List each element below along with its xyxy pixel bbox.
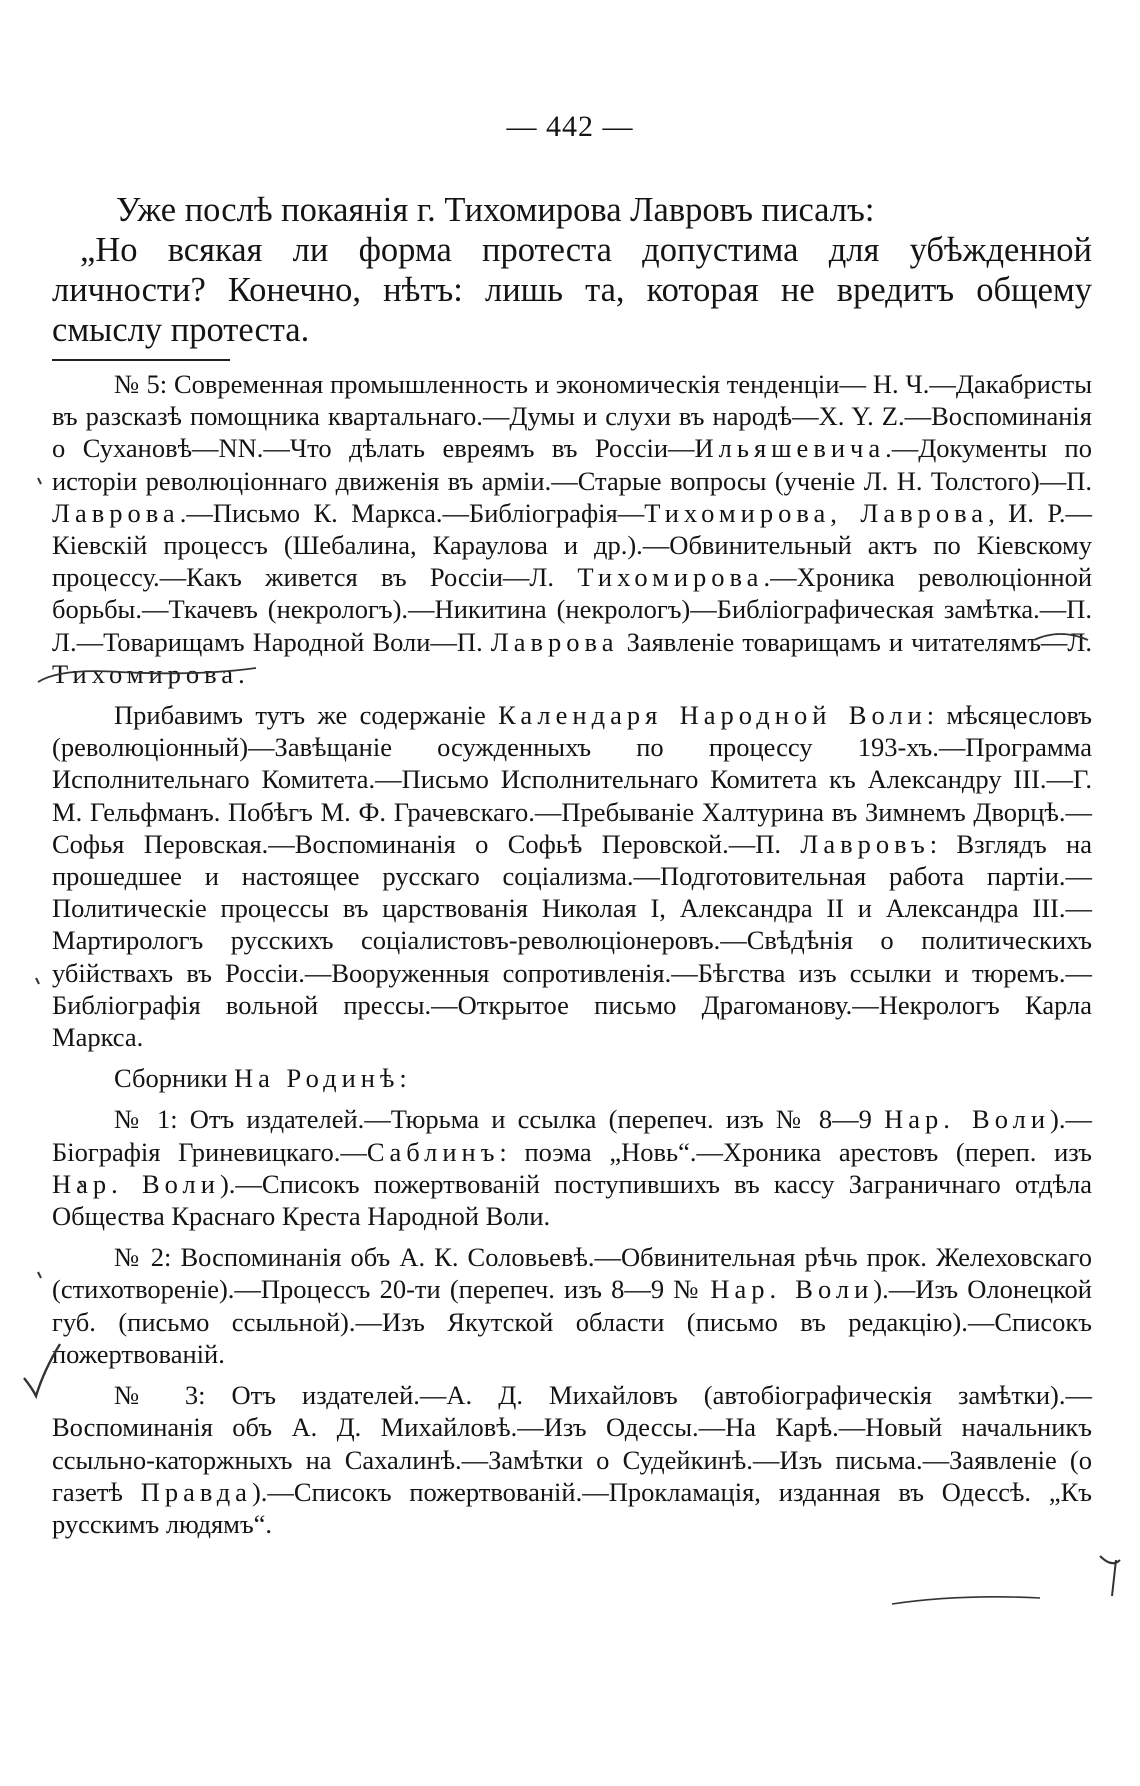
- text-run: Сборники: [114, 1063, 235, 1094]
- pencil-dot-mark: [36, 978, 39, 984]
- calendar-paragraph: [52, 699, 1092, 1053]
- text-run: .—Документы по исторіи революціоннаго движенія въ арміи.—Старые вопросы (ученіе Л. Н. Толстого)—П.: [52, 433, 1092, 496]
- text-run: .—Хроника революціонной борьбы.—Ткачевъ (некрологъ).—Никитина (некрологъ)—Библіографическая замѣтка.—П. Л.—Товарищамъ Народной Воли—П.: [52, 562, 1093, 657]
- collections-heading: [52, 1062, 1092, 1094]
- spaced-title: На Родинѣ: [234, 1063, 400, 1094]
- spaced-title: Нар. Воли: [710, 1274, 874, 1305]
- text-run: :: [399, 1063, 407, 1094]
- spaced-name: Ильяшевича: [694, 433, 886, 464]
- intro-line: Уже послѣ покаянія г. Тихомирова Лавровъ писалъ:: [116, 191, 875, 229]
- text-run: ).—Біографія Гриневицкаго.—: [52, 1104, 1092, 1167]
- spaced-name: Тихомирова: [52, 658, 239, 689]
- text-run: ).—Списокъ пожертвованій поступившихъ въ кассу Заграничнаго отдѣла Общества Краснаго Креста Народной Воли.: [52, 1168, 1092, 1232]
- text-run: : Взглядъ на прошедшее и настоящее русскаго соціализма.—Подготовительная работа партіи.—Политическіе процессы въ царствованія Николая I, Александра II и Александра III.—Мартирологъ русскихъ соціалистовъ-революціонеровъ.—Свѣдѣнія о политическихъ убійствахъ въ Россіи.—Вооруженныя сопротивленія.—Бѣгства изъ ссылки и тюремъ.—Библіографія вольной прессы.—Открытое письмо Драгоманову.—Некрологъ Карла Маркса.: [52, 828, 1092, 1053]
- collection-1-paragraph: [52, 1103, 1092, 1232]
- spaced-name: Лаврова: [52, 497, 180, 528]
- issue-5-paragraph: [52, 368, 1092, 690]
- spaced-name: Тихомирова: [577, 562, 764, 593]
- text-run: , И. Р.—Кіевскій процессъ (Шебалина, Караулова и др.).—Обвинительный актъ по Кіевскому процессу.—Какъ живется въ Россіи—Л.: [52, 497, 1092, 593]
- collection-3-paragraph: [52, 1379, 1092, 1540]
- text-run: № 1: Отъ издателей.—Тюрьма и ссылка (перепеч. изъ № 8—9: [114, 1104, 885, 1135]
- page-number: — 442 —: [506, 110, 634, 143]
- intro-text: [52, 190, 1092, 350]
- text-run: № 3: Отъ издателей.—А. Д. Михайловъ (автобіографическія замѣтки).—Воспоминанія объ А. Д. Михайловѣ.—Изъ Одессы.—На Карѣ.—Новый начальникъ ссыльно-каторжныхъ на Сахалинѣ.—Замѣтки о Судейкинѣ.—Изъ письма.—Заявленіе (о газетѣ: [52, 1380, 1092, 1507]
- spaced-title: Нар. Воли: [884, 1104, 1051, 1135]
- text-run: Заявленіе товарищамъ и читателямъ—Л.: [618, 626, 1092, 657]
- pencil-dot-mark: [38, 478, 41, 484]
- text-run: .—Письмо К. Маркса.—Библіографія—: [179, 497, 645, 528]
- pencil-dot-mark: [38, 1272, 41, 1278]
- spaced-title: Правда: [140, 1476, 252, 1507]
- spaced-name: Саблинъ: [366, 1136, 500, 1167]
- pencil-margin-squiggle: [1100, 1556, 1120, 1596]
- text-run: № 5: Современная промышленность и экономическія тенденціи— Н. Ч.—Дакабристы въ разсказѣ помощника квартальнаго.—Думы и слухи въ народѣ—X. Y. Z.—Воспоминанія о Сухановѣ—NN.—Что дѣлать евреямъ въ Россіи—: [52, 369, 1092, 464]
- intro-quote: „Но всякая ли форма протеста допустима для убѣжденной личности? Конечно, нѣтъ: лишь та, которая не вредитъ общему смыслу протеста.: [52, 231, 1092, 349]
- spaced-title: Календаря Народной Воли: [498, 700, 927, 731]
- collection-2-paragraph: [52, 1241, 1092, 1370]
- spaced-name: Лавровъ: [800, 828, 930, 859]
- text-run: ).—Изъ Олонецкой губ. (письмо ссыльной).—Изъ Якутской области (письмо въ редакцію).—Списокъ пожертвованій.: [52, 1274, 1092, 1369]
- spaced-name: Лаврова: [490, 626, 619, 657]
- text-run: .: [238, 658, 245, 689]
- separator-rule: [52, 359, 230, 361]
- text-run: : мѣсяцесловъ (революціонный)—Завѣщаніе осужденныхъ по процессу 193-хъ.—Программа Исполнительнаго Комитета.—Письмо Исполнительнаго Комитета къ Александру III.—Г. М. Гельфманъ. Побѣгъ М. Ф. Грачевскаго.—Пребываніе Халтурина въ Зимнемъ Дворцѣ.—Софья Перовская.—Воспоминанія о Софьѣ Перовской.—П.: [52, 700, 1093, 859]
- spaced-name: Тихомирова, Лаврова: [644, 497, 989, 528]
- text-run: : поэма „Новь“.—Хроника арестовъ (переп. изъ: [499, 1136, 1093, 1167]
- pencil-underline-mark: [892, 1597, 1040, 1604]
- text-run: Прибавимъ тутъ же содержаніе: [114, 700, 499, 731]
- footnote-body: [52, 368, 1092, 1549]
- text-run: ).—Списокъ пожертвованій.—Прокламація, изданная въ Одессѣ. „Къ русскимъ людямъ“.: [52, 1476, 1092, 1539]
- spaced-title: Нар. Воли: [52, 1168, 220, 1199]
- text-run: № 2: Воспоминанія объ А. К. Соловьевѣ.—Обвинительная рѣчь прок. Желеховскаго (стихотвореніе).—Процессъ 20-ти (перепеч. изъ 8—9 №: [52, 1242, 1092, 1305]
